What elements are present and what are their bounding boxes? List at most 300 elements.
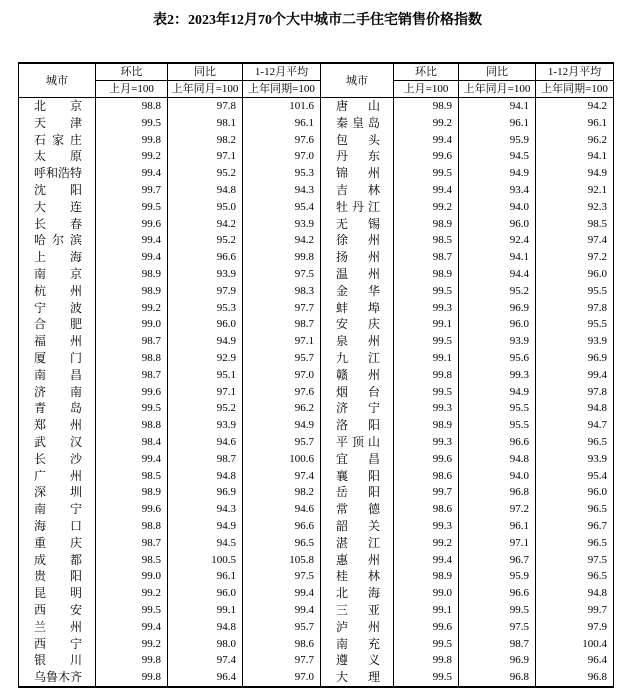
table-row <box>19 535 614 552</box>
mom-value-right: 98.6 <box>394 468 459 485</box>
mom-value-right: 98.9 <box>394 98 459 115</box>
city-name-right: 九江 <box>321 350 394 367</box>
yoy-value-right: 92.4 <box>459 232 536 249</box>
city-name-left: 长春 <box>19 216 96 233</box>
mom-value-right: 99.5 <box>394 283 459 300</box>
mom-value-right: 99.1 <box>394 316 459 333</box>
mom-value-right: 99.1 <box>394 350 459 367</box>
header-avg-sub-left: 上年同期=100 <box>243 81 321 98</box>
city-name-right: 牡丹江 <box>321 199 394 216</box>
city-name-left: 合肥 <box>19 316 96 333</box>
avg-value-right: 95.4 <box>536 468 614 485</box>
avg-value-right: 96.5 <box>536 568 614 585</box>
city-name-right: 秦皇岛 <box>321 115 394 132</box>
header-yoy-sub-right: 上年同月=100 <box>459 81 536 98</box>
yoy-value-right: 97.2 <box>459 501 536 518</box>
avg-value-left: 101.6 <box>243 98 321 115</box>
yoy-value-right: 99.5 <box>459 602 536 619</box>
yoy-value-left: 94.3 <box>168 501 243 518</box>
yoy-value-right: 95.5 <box>459 417 536 434</box>
mom-value-left: 99.2 <box>96 300 168 317</box>
avg-value-left: 97.0 <box>243 367 321 384</box>
yoy-value-left: 96.9 <box>168 484 243 501</box>
yoy-value-right: 97.5 <box>459 619 536 636</box>
mom-value-right: 99.3 <box>394 400 459 417</box>
avg-value-left: 98.6 <box>243 636 321 653</box>
city-name-left: 海口 <box>19 518 96 535</box>
city-name-left: 兰州 <box>19 619 96 636</box>
yoy-value-right: 96.6 <box>459 434 536 451</box>
mom-value-right: 99.2 <box>394 535 459 552</box>
yoy-value-left: 94.9 <box>168 333 243 350</box>
mom-value-right: 99.3 <box>394 518 459 535</box>
city-name-right: 惠州 <box>321 552 394 569</box>
avg-value-right: 93.9 <box>536 451 614 468</box>
yoy-value-right: 97.1 <box>459 535 536 552</box>
yoy-value-left: 98.2 <box>168 132 243 149</box>
mom-value-left: 99.2 <box>96 148 168 165</box>
mom-value-right: 98.9 <box>394 266 459 283</box>
mom-value-left: 99.7 <box>96 182 168 199</box>
yoy-value-right: 96.1 <box>459 115 536 132</box>
yoy-value-left: 99.1 <box>168 602 243 619</box>
city-name-right: 韶关 <box>321 518 394 535</box>
yoy-value-right: 95.6 <box>459 350 536 367</box>
table-row <box>19 652 614 669</box>
avg-value-right: 99.4 <box>536 367 614 384</box>
city-name-left: 昆明 <box>19 585 96 602</box>
yoy-value-right: 96.0 <box>459 216 536 233</box>
yoy-value-left: 95.2 <box>168 232 243 249</box>
header-city-left: 城市 <box>19 63 96 98</box>
avg-value-left: 95.7 <box>243 619 321 636</box>
avg-value-right: 96.8 <box>536 669 614 687</box>
avg-value-right: 94.7 <box>536 417 614 434</box>
avg-value-right: 94.2 <box>536 98 614 115</box>
mom-value-right: 99.4 <box>394 132 459 149</box>
table-row <box>19 501 614 518</box>
table-row <box>19 266 614 283</box>
avg-value-left: 95.7 <box>243 350 321 367</box>
yoy-value-left: 98.1 <box>168 115 243 132</box>
mom-value-right: 99.8 <box>394 652 459 669</box>
mom-value-left: 99.4 <box>96 451 168 468</box>
city-name-right: 锦州 <box>321 165 394 182</box>
avg-value-left: 95.4 <box>243 199 321 216</box>
avg-value-left: 95.7 <box>243 434 321 451</box>
table-row <box>19 619 614 636</box>
yoy-value-right: 96.8 <box>459 484 536 501</box>
mom-value-left: 99.8 <box>96 652 168 669</box>
avg-value-right: 97.5 <box>536 552 614 569</box>
avg-value-right: 100.4 <box>536 636 614 653</box>
yoy-value-right: 96.6 <box>459 585 536 602</box>
city-name-right: 济宁 <box>321 400 394 417</box>
city-name-right: 三亚 <box>321 602 394 619</box>
avg-value-left: 98.7 <box>243 316 321 333</box>
mom-value-right: 98.9 <box>394 216 459 233</box>
yoy-value-right: 94.1 <box>459 249 536 266</box>
yoy-value-left: 94.8 <box>168 468 243 485</box>
city-name-right: 唐山 <box>321 98 394 115</box>
avg-value-right: 99.7 <box>536 602 614 619</box>
yoy-value-right: 94.0 <box>459 199 536 216</box>
header-mom-sub-left: 上月=100 <box>96 81 168 98</box>
city-name-left: 福州 <box>19 333 96 350</box>
avg-value-right: 97.8 <box>536 384 614 401</box>
mom-value-right: 99.2 <box>394 115 459 132</box>
table-row <box>19 602 614 619</box>
yoy-value-left: 94.8 <box>168 619 243 636</box>
yoy-value-left: 97.1 <box>168 148 243 165</box>
city-name-left: 济南 <box>19 384 96 401</box>
table-row <box>19 451 614 468</box>
mom-value-right: 99.6 <box>394 619 459 636</box>
city-name-right: 无锡 <box>321 216 394 233</box>
table-row <box>19 384 614 401</box>
yoy-value-left: 100.5 <box>168 552 243 569</box>
city-name-right: 泉州 <box>321 333 394 350</box>
yoy-value-right: 96.9 <box>459 652 536 669</box>
table-row <box>19 199 614 216</box>
city-name-left: 哈尔滨 <box>19 232 96 249</box>
city-name-right: 常德 <box>321 501 394 518</box>
avg-value-right: 94.9 <box>536 165 614 182</box>
table-row <box>19 568 614 585</box>
table-row <box>19 333 614 350</box>
city-name-right: 徐州 <box>321 232 394 249</box>
table-row <box>19 283 614 300</box>
mom-value-left: 98.4 <box>96 434 168 451</box>
avg-value-left: 94.6 <box>243 501 321 518</box>
yoy-value-right: 96.8 <box>459 669 536 687</box>
yoy-value-right: 96.9 <box>459 300 536 317</box>
mom-value-left: 99.2 <box>96 636 168 653</box>
city-name-right: 蚌埠 <box>321 300 394 317</box>
avg-value-right: 94.1 <box>536 148 614 165</box>
mom-value-right: 99.1 <box>394 602 459 619</box>
yoy-value-right: 94.8 <box>459 451 536 468</box>
yoy-value-left: 96.1 <box>168 568 243 585</box>
city-name-right: 桂林 <box>321 568 394 585</box>
mom-value-right: 99.8 <box>394 367 459 384</box>
avg-value-left: 93.9 <box>243 216 321 233</box>
city-name-right: 大理 <box>321 669 394 687</box>
city-name-left: 南宁 <box>19 501 96 518</box>
yoy-value-left: 95.0 <box>168 199 243 216</box>
avg-value-right: 97.8 <box>536 300 614 317</box>
avg-value-left: 99.4 <box>243 602 321 619</box>
mom-value-left: 98.9 <box>96 484 168 501</box>
avg-value-left: 100.6 <box>243 451 321 468</box>
table-row <box>19 216 614 233</box>
city-name-left: 西宁 <box>19 636 96 653</box>
yoy-value-left: 97.4 <box>168 652 243 669</box>
city-name-right: 北海 <box>321 585 394 602</box>
city-name-right: 包头 <box>321 132 394 149</box>
city-name-left: 深圳 <box>19 484 96 501</box>
mom-value-left: 99.6 <box>96 501 168 518</box>
mom-value-left: 99.8 <box>96 669 168 687</box>
avg-value-right: 95.5 <box>536 316 614 333</box>
yoy-value-right: 94.9 <box>459 165 536 182</box>
city-name-right: 丹东 <box>321 148 394 165</box>
yoy-value-left: 96.4 <box>168 669 243 687</box>
mom-value-left: 98.9 <box>96 283 168 300</box>
mom-value-right: 99.0 <box>394 585 459 602</box>
header-yoy-sub-left: 上年同月=100 <box>168 81 243 98</box>
mom-value-left: 98.7 <box>96 333 168 350</box>
table-row <box>19 300 614 317</box>
city-name-left: 南昌 <box>19 367 96 384</box>
yoy-value-left: 98.0 <box>168 636 243 653</box>
mom-value-left: 99.4 <box>96 249 168 266</box>
city-name-left: 大连 <box>19 199 96 216</box>
mom-value-right: 99.5 <box>394 669 459 687</box>
avg-value-right: 96.5 <box>536 501 614 518</box>
city-name-right: 烟台 <box>321 384 394 401</box>
mom-value-right: 98.7 <box>394 249 459 266</box>
yoy-value-right: 98.7 <box>459 636 536 653</box>
header-mom-right: 环比 <box>394 63 459 81</box>
avg-value-right: 96.2 <box>536 132 614 149</box>
city-name-left: 呼和浩特 <box>19 165 96 182</box>
avg-value-right: 96.0 <box>536 484 614 501</box>
avg-value-right: 96.4 <box>536 652 614 669</box>
city-name-left: 太原 <box>19 148 96 165</box>
mom-value-left: 99.2 <box>96 585 168 602</box>
yoy-value-left: 97.9 <box>168 283 243 300</box>
table-row <box>19 350 614 367</box>
avg-value-right: 96.0 <box>536 266 614 283</box>
avg-value-left: 95.3 <box>243 165 321 182</box>
yoy-value-right: 93.9 <box>459 333 536 350</box>
city-name-right: 湛江 <box>321 535 394 552</box>
yoy-value-right: 96.1 <box>459 518 536 535</box>
mom-value-left: 99.6 <box>96 384 168 401</box>
mom-value-right: 99.4 <box>394 552 459 569</box>
avg-value-left: 97.6 <box>243 132 321 149</box>
avg-value-left: 97.0 <box>243 669 321 687</box>
avg-value-right: 97.2 <box>536 249 614 266</box>
mom-value-left: 98.8 <box>96 350 168 367</box>
avg-value-right: 92.1 <box>536 182 614 199</box>
table-container <box>18 62 635 688</box>
avg-value-left: 97.0 <box>243 148 321 165</box>
city-name-left: 石家庄 <box>19 132 96 149</box>
mom-value-left: 99.5 <box>96 400 168 417</box>
table-row <box>19 316 614 333</box>
yoy-value-left: 94.2 <box>168 216 243 233</box>
yoy-value-right: 93.4 <box>459 182 536 199</box>
city-name-left: 广州 <box>19 468 96 485</box>
avg-value-left: 98.3 <box>243 283 321 300</box>
mom-value-right: 98.9 <box>394 568 459 585</box>
avg-value-left: 97.7 <box>243 300 321 317</box>
table-row <box>19 518 614 535</box>
avg-value-right: 94.8 <box>536 400 614 417</box>
mom-value-left: 98.7 <box>96 535 168 552</box>
mom-value-left: 99.5 <box>96 115 168 132</box>
yoy-value-left: 95.1 <box>168 367 243 384</box>
avg-value-right: 96.5 <box>536 434 614 451</box>
city-name-left: 北京 <box>19 98 96 115</box>
yoy-value-right: 94.0 <box>459 468 536 485</box>
avg-value-right: 96.1 <box>536 115 614 132</box>
avg-value-right: 96.9 <box>536 350 614 367</box>
city-name-right: 安庆 <box>321 316 394 333</box>
avg-value-left: 97.5 <box>243 568 321 585</box>
city-name-left: 乌鲁木齐 <box>19 669 96 687</box>
avg-value-right: 93.9 <box>536 333 614 350</box>
avg-value-left: 97.7 <box>243 652 321 669</box>
yoy-value-left: 96.6 <box>168 249 243 266</box>
avg-value-left: 97.5 <box>243 266 321 283</box>
mom-value-right: 99.5 <box>394 384 459 401</box>
city-name-left: 上海 <box>19 249 96 266</box>
mom-value-left: 98.9 <box>96 266 168 283</box>
yoy-value-left: 94.9 <box>168 518 243 535</box>
city-name-right: 吉林 <box>321 182 394 199</box>
header-avg-sub-right: 上年同期=100 <box>536 81 614 98</box>
mom-value-right: 98.9 <box>394 417 459 434</box>
mom-value-left: 99.0 <box>96 316 168 333</box>
avg-value-left: 97.1 <box>243 333 321 350</box>
avg-value-left: 105.8 <box>243 552 321 569</box>
yoy-value-left: 96.0 <box>168 316 243 333</box>
city-name-right: 赣州 <box>321 367 394 384</box>
table-row <box>19 182 614 199</box>
mom-value-left: 98.5 <box>96 468 168 485</box>
mom-value-right: 99.3 <box>394 434 459 451</box>
avg-value-right: 96.7 <box>536 518 614 535</box>
yoy-value-left: 96.0 <box>168 585 243 602</box>
avg-value-left: 96.6 <box>243 518 321 535</box>
avg-value-left: 97.4 <box>243 468 321 485</box>
yoy-value-left: 98.7 <box>168 451 243 468</box>
header-mom-left: 环比 <box>96 63 168 81</box>
table-row <box>19 417 614 434</box>
avg-value-left: 94.3 <box>243 182 321 199</box>
mom-value-left: 98.8 <box>96 98 168 115</box>
yoy-value-right: 95.5 <box>459 400 536 417</box>
avg-value-right: 94.8 <box>536 585 614 602</box>
yoy-value-left: 93.9 <box>168 417 243 434</box>
mom-value-right: 99.6 <box>394 451 459 468</box>
mom-value-left: 99.4 <box>96 619 168 636</box>
table-row <box>19 434 614 451</box>
avg-value-right: 97.9 <box>536 619 614 636</box>
header-yoy-right: 同比 <box>459 63 536 81</box>
table-row <box>19 132 614 149</box>
mom-value-left: 99.4 <box>96 232 168 249</box>
header-avg-right: 1-12月平均 <box>536 63 614 81</box>
avg-value-left: 99.4 <box>243 585 321 602</box>
table-row <box>19 669 614 687</box>
avg-value-left: 96.1 <box>243 115 321 132</box>
mom-value-right: 98.5 <box>394 232 459 249</box>
avg-value-right: 97.4 <box>536 232 614 249</box>
yoy-value-left: 94.6 <box>168 434 243 451</box>
header-avg-left: 1-12月平均 <box>243 63 321 81</box>
yoy-value-left: 94.5 <box>168 535 243 552</box>
city-name-left: 杭州 <box>19 283 96 300</box>
avg-value-left: 96.5 <box>243 535 321 552</box>
avg-value-right: 98.5 <box>536 216 614 233</box>
city-name-left: 长沙 <box>19 451 96 468</box>
city-name-left: 成都 <box>19 552 96 569</box>
table-row <box>19 98 614 115</box>
city-name-left: 厦门 <box>19 350 96 367</box>
mom-value-right: 99.5 <box>394 333 459 350</box>
mom-value-left: 98.8 <box>96 417 168 434</box>
mom-value-left: 99.4 <box>96 165 168 182</box>
yoy-value-right: 99.3 <box>459 367 536 384</box>
mom-value-right: 99.5 <box>394 636 459 653</box>
yoy-value-right: 94.9 <box>459 384 536 401</box>
city-name-left: 宁波 <box>19 300 96 317</box>
city-name-right: 襄阳 <box>321 468 394 485</box>
mom-value-right: 99.4 <box>394 182 459 199</box>
city-name-right: 宜昌 <box>321 451 394 468</box>
city-name-left: 贵阳 <box>19 568 96 585</box>
city-name-left: 天津 <box>19 115 96 132</box>
yoy-value-right: 96.7 <box>459 552 536 569</box>
table-row <box>19 468 614 485</box>
mom-value-left: 99.6 <box>96 216 168 233</box>
table-row <box>19 165 614 182</box>
mom-value-left: 99.5 <box>96 199 168 216</box>
city-name-right: 平顶山 <box>321 434 394 451</box>
yoy-value-left: 94.8 <box>168 182 243 199</box>
avg-value-left: 99.8 <box>243 249 321 266</box>
city-name-left: 重庆 <box>19 535 96 552</box>
mom-value-right: 99.6 <box>394 148 459 165</box>
mom-value-left: 99.0 <box>96 568 168 585</box>
city-name-left: 郑州 <box>19 417 96 434</box>
city-name-right: 泸州 <box>321 619 394 636</box>
table-row <box>19 148 614 165</box>
yoy-value-right: 94.5 <box>459 148 536 165</box>
mom-value-right: 99.5 <box>394 165 459 182</box>
header-mom-sub-right: 上月=100 <box>394 81 459 98</box>
yoy-value-right: 95.9 <box>459 568 536 585</box>
yoy-value-left: 95.2 <box>168 400 243 417</box>
table-body <box>19 98 614 687</box>
mom-value-left: 98.5 <box>96 552 168 569</box>
table-header <box>19 63 614 98</box>
table-row <box>19 400 614 417</box>
city-name-left: 沈阳 <box>19 182 96 199</box>
mom-value-left: 98.7 <box>96 367 168 384</box>
city-name-left: 武汉 <box>19 434 96 451</box>
header-city-right: 城市 <box>321 63 394 98</box>
city-name-right: 岳阳 <box>321 484 394 501</box>
header-row-sub <box>19 81 614 98</box>
mom-value-left: 98.8 <box>96 518 168 535</box>
page-title: 表2：2023年12月70个大中城市二手住宅销售价格指数 <box>153 13 482 28</box>
header-yoy-left: 同比 <box>168 63 243 81</box>
avg-value-left: 94.9 <box>243 417 321 434</box>
avg-value-left: 96.2 <box>243 400 321 417</box>
city-name-right: 洛阳 <box>321 417 394 434</box>
avg-value-right: 95.5 <box>536 283 614 300</box>
table-row <box>19 249 614 266</box>
avg-value-left: 94.2 <box>243 232 321 249</box>
city-name-right: 温州 <box>321 266 394 283</box>
table-row <box>19 367 614 384</box>
mom-value-left: 99.8 <box>96 132 168 149</box>
